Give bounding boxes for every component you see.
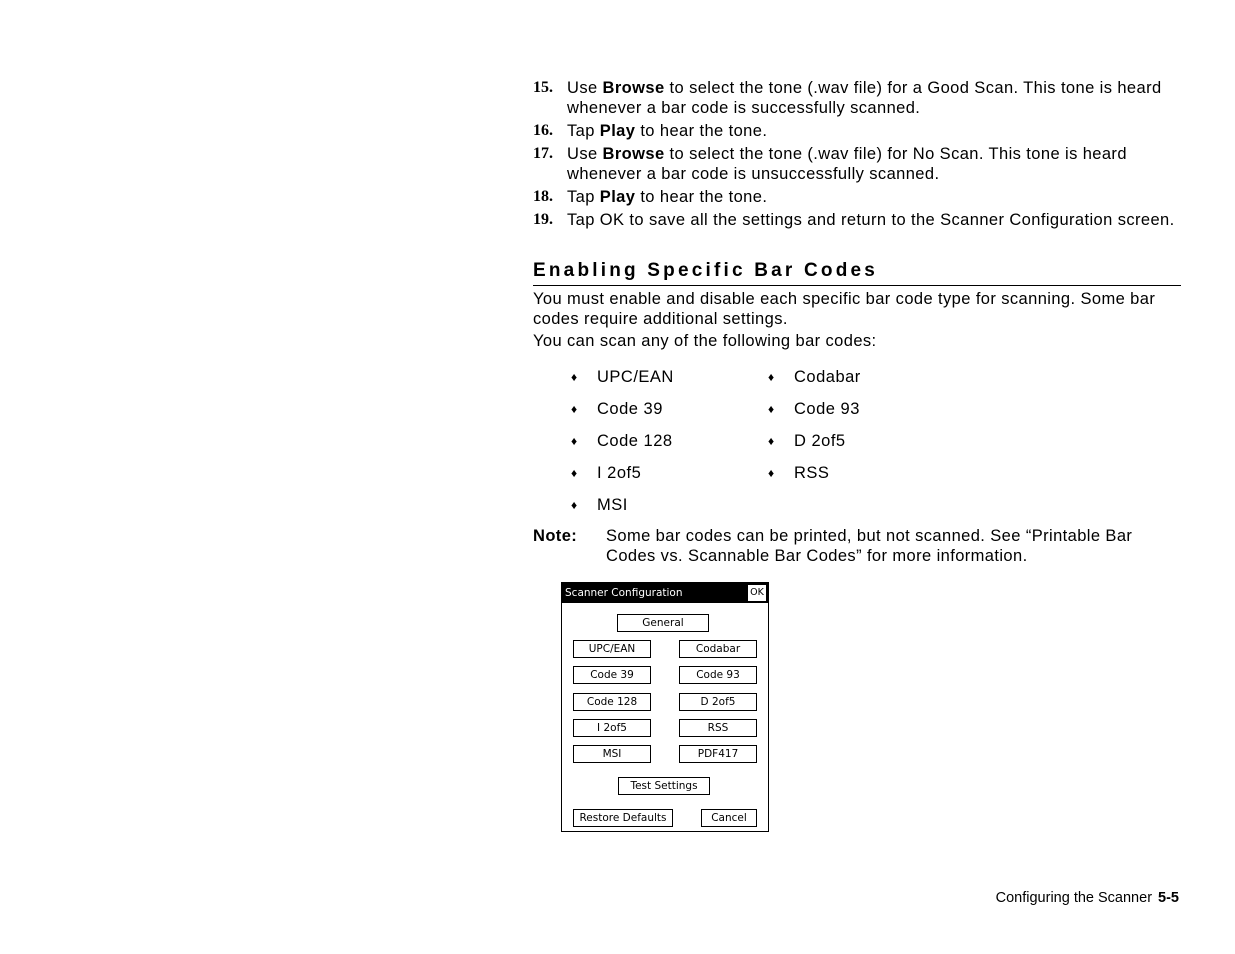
note-text: Some bar codes can be printed, but not scanned. See “Printable Bar Codes vs. Scannable Bar Codes” for more information. bbox=[606, 527, 1133, 565]
step-list bbox=[533, 78, 1183, 233]
step-text: to select the tone (.wav file) for a Good Scan. This tone is heard whenever a bar code is successfully scanned. bbox=[567, 79, 1162, 117]
step-keyword: Browse bbox=[602, 145, 665, 163]
list-item-label: Code 39 bbox=[597, 400, 663, 418]
diamond-bullet-icon: ♦ bbox=[768, 466, 775, 480]
step-text: Tap OK to save all the settings and return to the Scanner Configuration screen. bbox=[567, 211, 1175, 229]
list-item-label: I 2of5 bbox=[597, 464, 642, 482]
d-2of5-button[interactable]: D 2of5 bbox=[679, 693, 757, 711]
section-heading: Enabling Specific Bar Codes bbox=[533, 259, 1181, 286]
step-text: Use bbox=[567, 145, 603, 163]
code-39-button[interactable]: Code 39 bbox=[573, 666, 651, 684]
restore-defaults-button[interactable]: Restore Defaults bbox=[573, 809, 673, 827]
list-item bbox=[571, 399, 663, 419]
upc-ean-button[interactable]: UPC/EAN bbox=[573, 640, 651, 658]
diamond-bullet-icon: ♦ bbox=[768, 370, 775, 384]
note-label: Note: bbox=[533, 527, 578, 545]
list-item bbox=[768, 399, 860, 419]
step-text: to hear the tone. bbox=[635, 122, 768, 140]
step-number: 19. bbox=[533, 211, 553, 228]
step-text: Use bbox=[567, 79, 603, 97]
diamond-bullet-icon: ♦ bbox=[571, 498, 578, 512]
step-text: Tap bbox=[567, 122, 600, 140]
diamond-bullet-icon: ♦ bbox=[571, 370, 578, 384]
list-item bbox=[571, 463, 641, 483]
page-number: 5-5 bbox=[1158, 890, 1179, 906]
step-18 bbox=[533, 187, 1183, 207]
list-item bbox=[571, 367, 674, 387]
list-item bbox=[768, 367, 861, 387]
diamond-bullet-icon: ♦ bbox=[768, 402, 775, 416]
general-button[interactable]: General bbox=[617, 614, 709, 632]
list-item bbox=[571, 431, 673, 451]
diamond-bullet-icon: ♦ bbox=[571, 402, 578, 416]
list-item-label: Code 93 bbox=[794, 400, 860, 418]
step-text: to select the tone (.wav file) for No Scan. This tone is heard whenever a bar code is unsuccessfully scanned. bbox=[567, 145, 1127, 183]
step-number: 18. bbox=[533, 188, 553, 205]
list-item bbox=[768, 431, 846, 451]
cancel-button[interactable]: Cancel bbox=[701, 809, 757, 827]
list-item-label: UPC/EAN bbox=[597, 368, 674, 386]
step-keyword: Browse bbox=[602, 79, 665, 97]
step-text: Tap bbox=[567, 188, 600, 206]
code-93-button[interactable]: Code 93 bbox=[679, 666, 757, 684]
step-17 bbox=[533, 144, 1183, 184]
diamond-bullet-icon: ♦ bbox=[571, 434, 578, 448]
ok-button[interactable]: OK bbox=[747, 584, 767, 602]
msi-button[interactable]: MSI bbox=[573, 745, 651, 763]
list-item-label: RSS bbox=[794, 464, 830, 482]
list-item-label: D 2of5 bbox=[794, 432, 846, 450]
diamond-bullet-icon: ♦ bbox=[571, 466, 578, 480]
pdf417-button[interactable]: PDF417 bbox=[679, 745, 757, 763]
list-item bbox=[571, 495, 628, 515]
step-keyword: Play bbox=[599, 122, 636, 140]
step-text: to hear the tone. bbox=[635, 188, 768, 206]
step-number: 17. bbox=[533, 145, 553, 162]
step-keyword: Play bbox=[599, 188, 636, 206]
list-item-label: Codabar bbox=[794, 368, 861, 386]
window-title: Scanner Configuration bbox=[565, 587, 683, 599]
code-128-button[interactable]: Code 128 bbox=[573, 693, 651, 711]
step-number: 16. bbox=[533, 122, 553, 139]
test-settings-button[interactable]: Test Settings bbox=[618, 777, 710, 795]
diamond-bullet-icon: ♦ bbox=[768, 434, 775, 448]
page-footer bbox=[996, 889, 1179, 907]
step-number: 15. bbox=[533, 79, 553, 96]
section-paragraph: You must enable and disable each specific bar code type for scanning. Some bar codes require additional settings. bbox=[533, 290, 1156, 328]
step-19 bbox=[533, 210, 1183, 230]
list-item-label: Code 128 bbox=[597, 432, 673, 450]
footer-chapter-title: Configuring the Scanner bbox=[995, 890, 1153, 906]
rss-button[interactable]: RSS bbox=[679, 719, 757, 737]
i-2of5-button[interactable]: I 2of5 bbox=[573, 719, 651, 737]
step-16 bbox=[533, 121, 1183, 141]
list-item-label: MSI bbox=[597, 496, 628, 514]
scanner-configuration-screen bbox=[561, 582, 769, 832]
section-paragraph: You can scan any of the following bar codes: bbox=[533, 332, 877, 350]
step-15 bbox=[533, 78, 1183, 118]
codabar-button[interactable]: Codabar bbox=[679, 640, 757, 658]
list-item bbox=[768, 463, 829, 483]
title-bar bbox=[562, 583, 768, 603]
